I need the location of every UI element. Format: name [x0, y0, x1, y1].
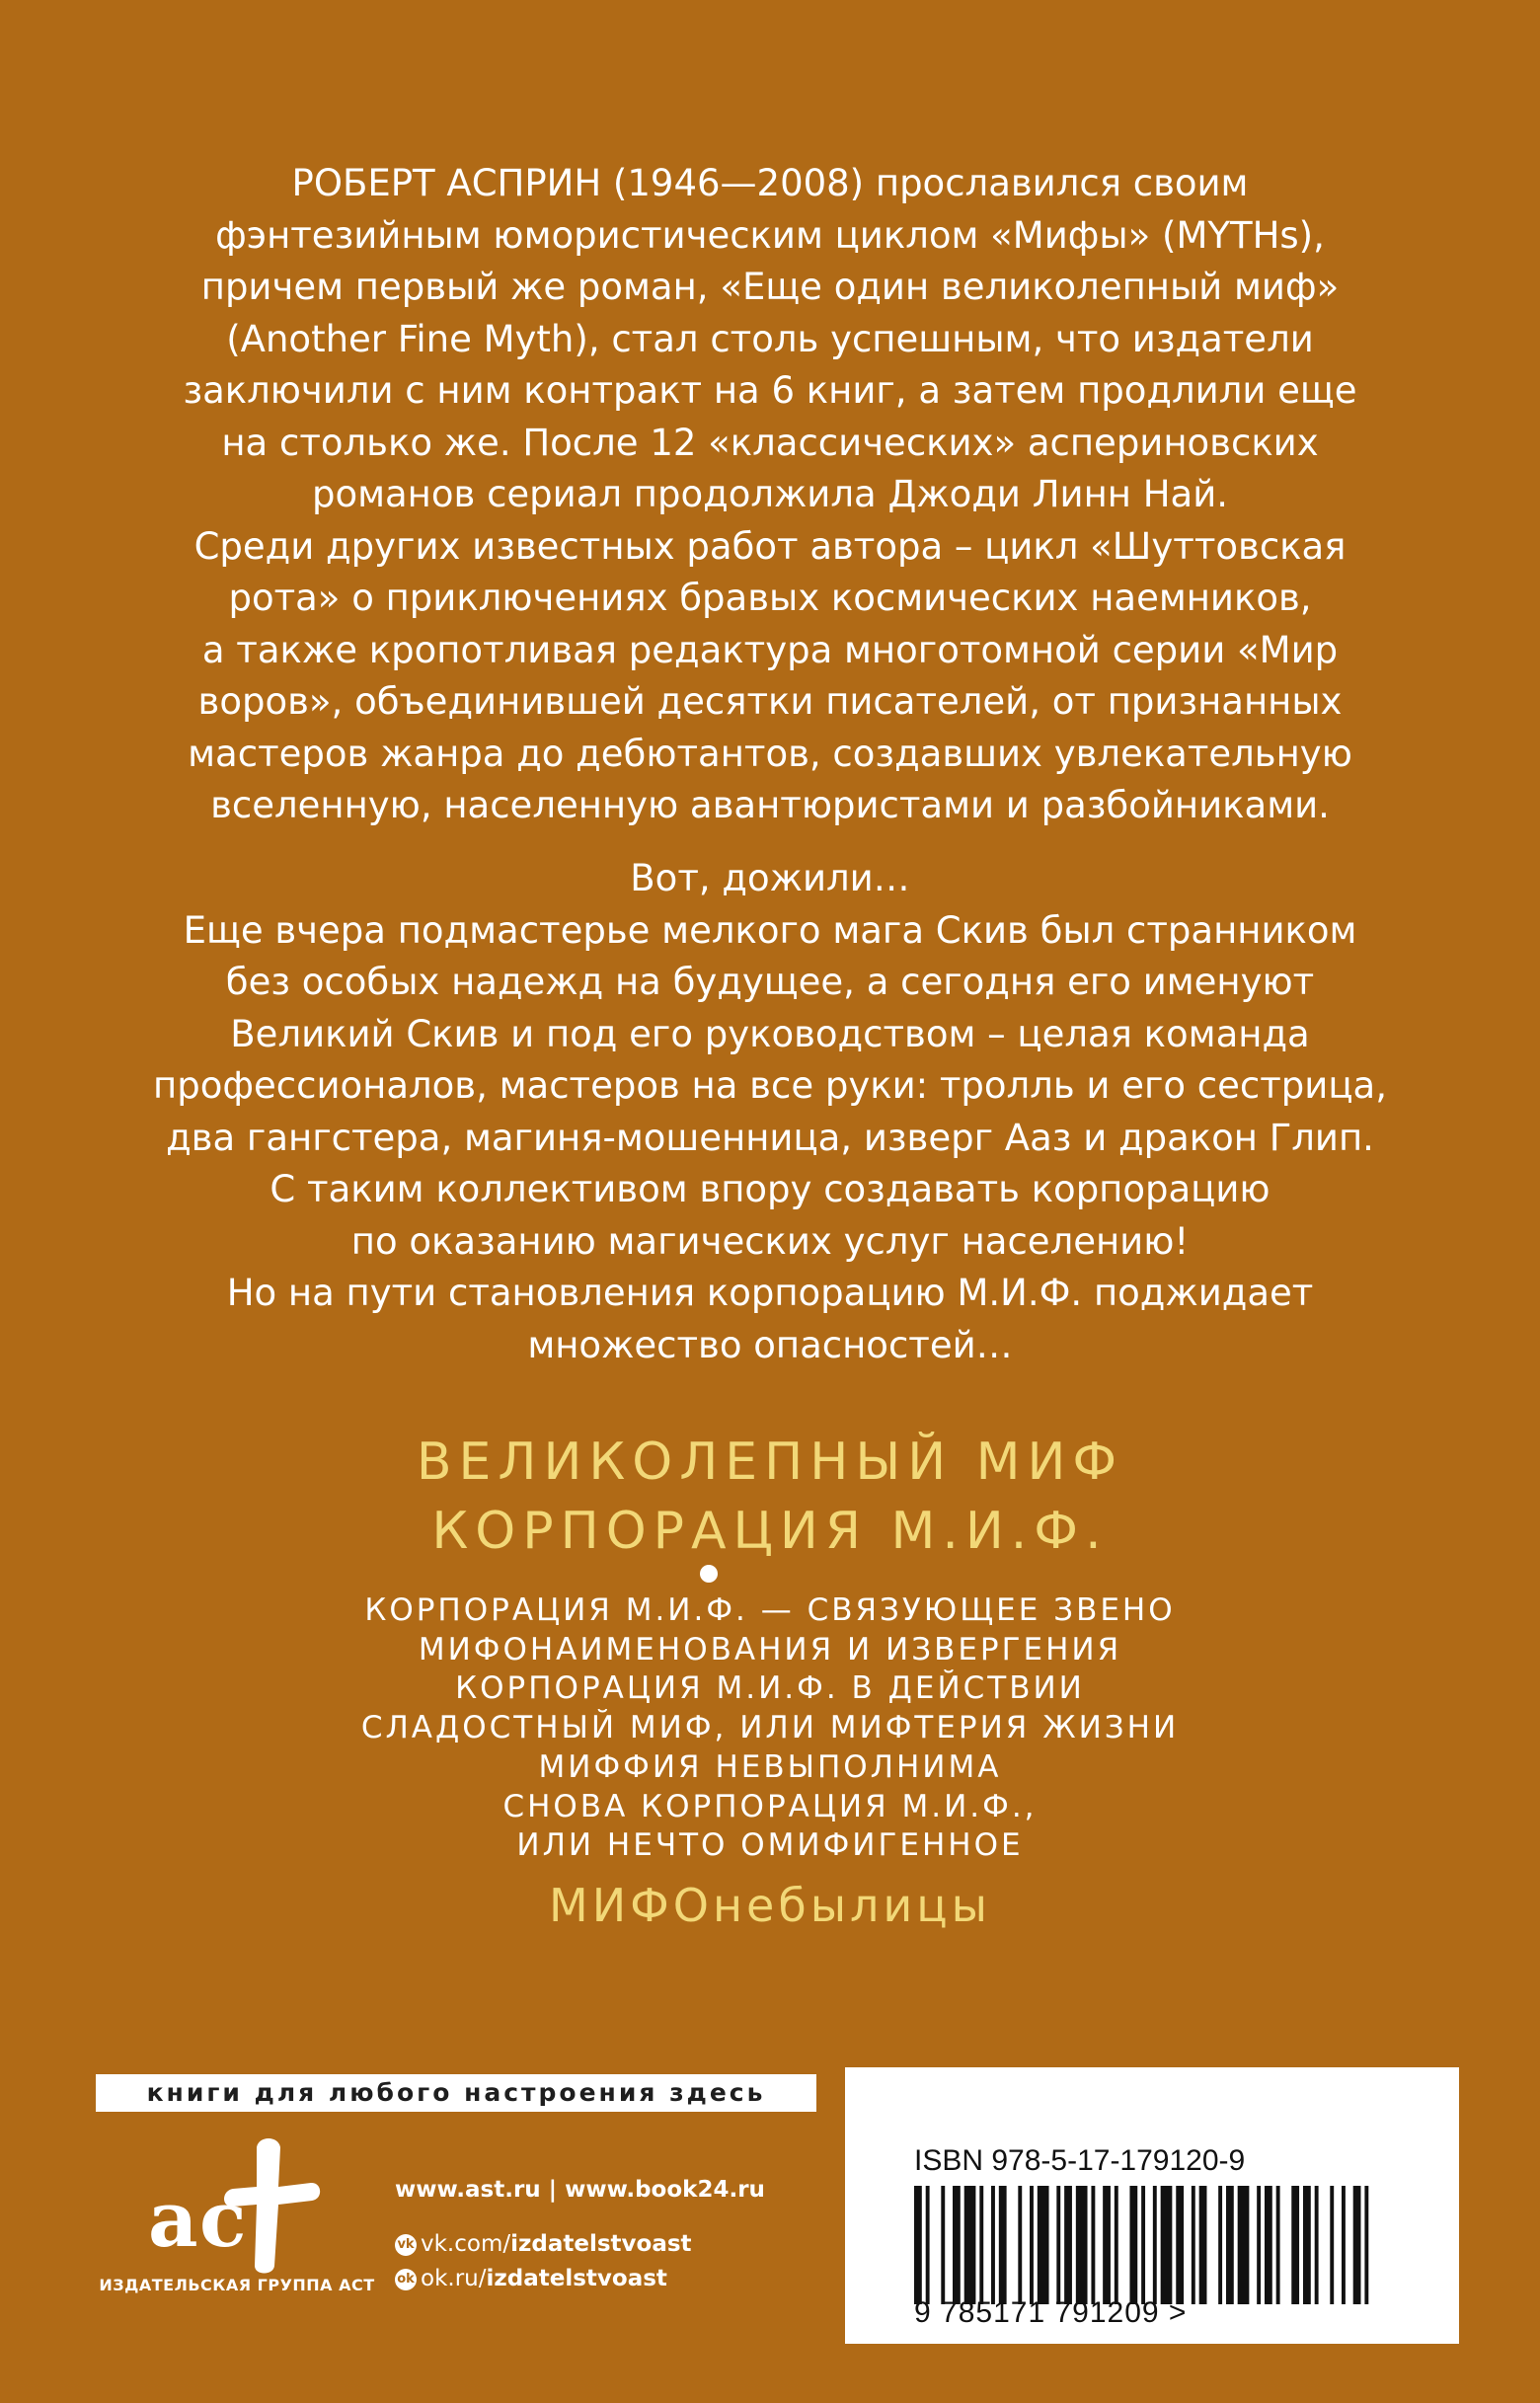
contents-item: СНОВА КОРПОРАЦИЯ М.И.Ф.,: [502, 1788, 1038, 1824]
barcode-bar: [1018, 2186, 1022, 2304]
barcode-bar: [941, 2186, 945, 2304]
series-title-line: КОРПОРАЦИЯ М.И.Ф.: [431, 1502, 1109, 1561]
barcode-bar: [991, 2186, 995, 2304]
blurb-line: С таким коллективом впору создавать корпорацию: [270, 1168, 1270, 1210]
bio-line: а также кропотливая редактура многотомной серии «Мир: [201, 628, 1339, 671]
barcode-bar: [1226, 2186, 1234, 2304]
ok-prefix: ok.ru/: [421, 2266, 487, 2291]
blurb-line: множество опасностей…: [527, 1323, 1013, 1366]
barcode-bar: [1115, 2186, 1118, 2304]
barcode-bar: [1076, 2186, 1088, 2304]
barcode-bar: [1315, 2186, 1319, 2304]
series-title: [0, 1428, 1540, 1566]
contents-item: КОРПОРАЦИЯ М.И.Ф. В ДЕЙСТВИИ: [455, 1670, 1085, 1707]
barcode-bar: [1342, 2186, 1346, 2304]
contents-item: СЛАДОСТНЫЙ МИФ, ИЛИ МИФТЕРИЯ ЖИЗНИ: [360, 1710, 1180, 1746]
bio-line: воров», объединившей десятки писателей, от признанных: [197, 680, 1343, 723]
barcode-bar: [1276, 2186, 1280, 2304]
blurb-line: Еще вчера подмастерье мелкого мага Скив был странником: [183, 908, 1357, 952]
barcode-bar: [1141, 2186, 1145, 2304]
barcode-bar: [1064, 2186, 1072, 2304]
bio-line: мастеров жанра до дебютантов, создавших увлекательную: [188, 732, 1352, 775]
author-bio: [79, 158, 1461, 832]
blurb-line: Великий Скив и под его руководством – целая команда: [230, 1012, 1310, 1055]
ast-logo-icon: [138, 2128, 355, 2276]
tagline-bar: книги для любого настроения здесь: [96, 2074, 816, 2112]
publisher-logo: [118, 2128, 375, 2325]
barcode: [914, 2186, 1380, 2304]
vk-link[interactable]: [395, 2231, 692, 2257]
bio-line: Среди других известных работ автора – цикл «Шуттовская: [193, 524, 1347, 568]
barcode-bar: [1176, 2186, 1184, 2304]
barcode-bar: [1364, 2186, 1368, 2304]
blurb-line: Но на пути становления корпорацию М.И.Ф. поджидает: [226, 1272, 1314, 1314]
barcode-bar: [1265, 2186, 1272, 2304]
barcode-bar: [1056, 2186, 1060, 2304]
bio-line: на столько же. После 12 «классических» аспериновских: [221, 421, 1319, 464]
bio-line: вселенную, населенную авантюристами и разбойниками.: [210, 784, 1330, 826]
series-title-line: ВЕЛИКОЛЕПНЫЙ МИФ: [416, 1433, 1124, 1492]
barcode-bar: [1218, 2186, 1222, 2304]
barcode-bar: [979, 2186, 983, 2304]
barcode-bar: [1091, 2186, 1095, 2304]
barcode-bar: [1161, 2186, 1173, 2304]
bio-line: причем первый же роман, «Еще один великолепный миф»: [200, 266, 1340, 308]
contents-item: КОРПОРАЦИЯ М.И.Ф. — СВЯЗУЮЩЕЕ ЗВЕНО: [364, 1592, 1176, 1628]
bio-line: РОБЕРТ АСПРИН (1946—2008) прославился своим: [291, 162, 1249, 204]
blurb-line: по оказанию магических услуг населению!: [350, 1219, 1190, 1263]
bio-line: заключили с ним контракт на 6 книг, а затем продлили еще: [183, 369, 1357, 412]
extra-title: МИФОнебылицы: [549, 1879, 991, 1932]
barcode-bar: [914, 2186, 922, 2304]
odnoklassniki-icon: ok: [395, 2269, 417, 2290]
book-blurb: [79, 853, 1461, 1371]
contents-item: МИФФИЯ НЕВЫПОЛНИМА: [538, 1748, 1002, 1785]
svg-text:a: a: [148, 2175, 198, 2265]
barcode-digits: 9 785171 791209 >: [914, 2296, 1188, 2329]
barcode-bar: [1192, 2186, 1195, 2304]
barcode-bar: [1303, 2186, 1311, 2304]
isbn-barcode-box: [845, 2067, 1459, 2344]
barcode-bar: [1353, 2186, 1361, 2304]
barcode-bar: [926, 2186, 930, 2304]
vk-handle: izdatelstvoast: [510, 2231, 692, 2257]
bio-line: рота» о приключениях бравых космических наемников,: [228, 577, 1312, 619]
svg-text:c: c: [199, 2175, 247, 2265]
vk-prefix: vk.com/: [421, 2231, 511, 2257]
barcode-bar: [1103, 2186, 1111, 2304]
isbn-label: ISBN 978-5-17-179120-9: [914, 2144, 1246, 2177]
barcode-bar: [1291, 2186, 1299, 2304]
ok-handle: izdatelstvoast: [486, 2266, 667, 2291]
vk-icon: vk: [395, 2234, 417, 2256]
blurb-line: без особых надежд на будущее, а сегодня его именуют: [225, 961, 1315, 1003]
contents-list: [0, 1591, 1540, 1866]
barcode-bar: [1330, 2186, 1334, 2304]
bio-line: (Another Fine Myth), стал столь успешным, что издатели: [226, 317, 1314, 360]
blurb-line: два гангстера, магиня-мошенница, изверг Ааз и дракон Глип.: [166, 1116, 1374, 1159]
barcode-bar: [1129, 2186, 1137, 2304]
barcode-bar: [1030, 2186, 1034, 2304]
publisher-caption: ИЗДАТЕЛЬСКАЯ ГРУППА АСТ: [99, 2276, 375, 2294]
bio-line: фэнтезийным юмористическим циклом «Мифы» (MYTHs),: [215, 213, 1325, 257]
barcode-bar: [999, 2186, 1007, 2304]
bio-line: романов сериал продолжила Джоди Линн Най.: [311, 473, 1229, 515]
barcode-bar: [1238, 2186, 1250, 2304]
blurb-line: профессионалов, мастеров на все руки: тролль и его сестрица,: [153, 1064, 1387, 1107]
contents-item: МИФОНАИМЕНОВАНИЯ И ИЗВЕРГЕНИЯ: [418, 1631, 1122, 1667]
separator-dot: [700, 1565, 718, 1583]
ok-link[interactable]: [395, 2266, 667, 2291]
barcode-bar: [1199, 2186, 1207, 2304]
blurb-line: Вот, дожили…: [630, 857, 910, 899]
publisher-links: [395, 2177, 809, 2291]
barcode-bar: [964, 2186, 976, 2304]
barcode-bar: [1038, 2186, 1049, 2304]
contents-item: ИЛИ НЕЧТО ОМИФИГЕННОЕ: [516, 1827, 1024, 1864]
barcode-bar: [953, 2186, 961, 2304]
barcode-bar: [1153, 2186, 1157, 2304]
website-links[interactable]: www.ast.ru | www.book24.ru: [395, 2177, 765, 2203]
barcode-bar: [1257, 2186, 1261, 2304]
